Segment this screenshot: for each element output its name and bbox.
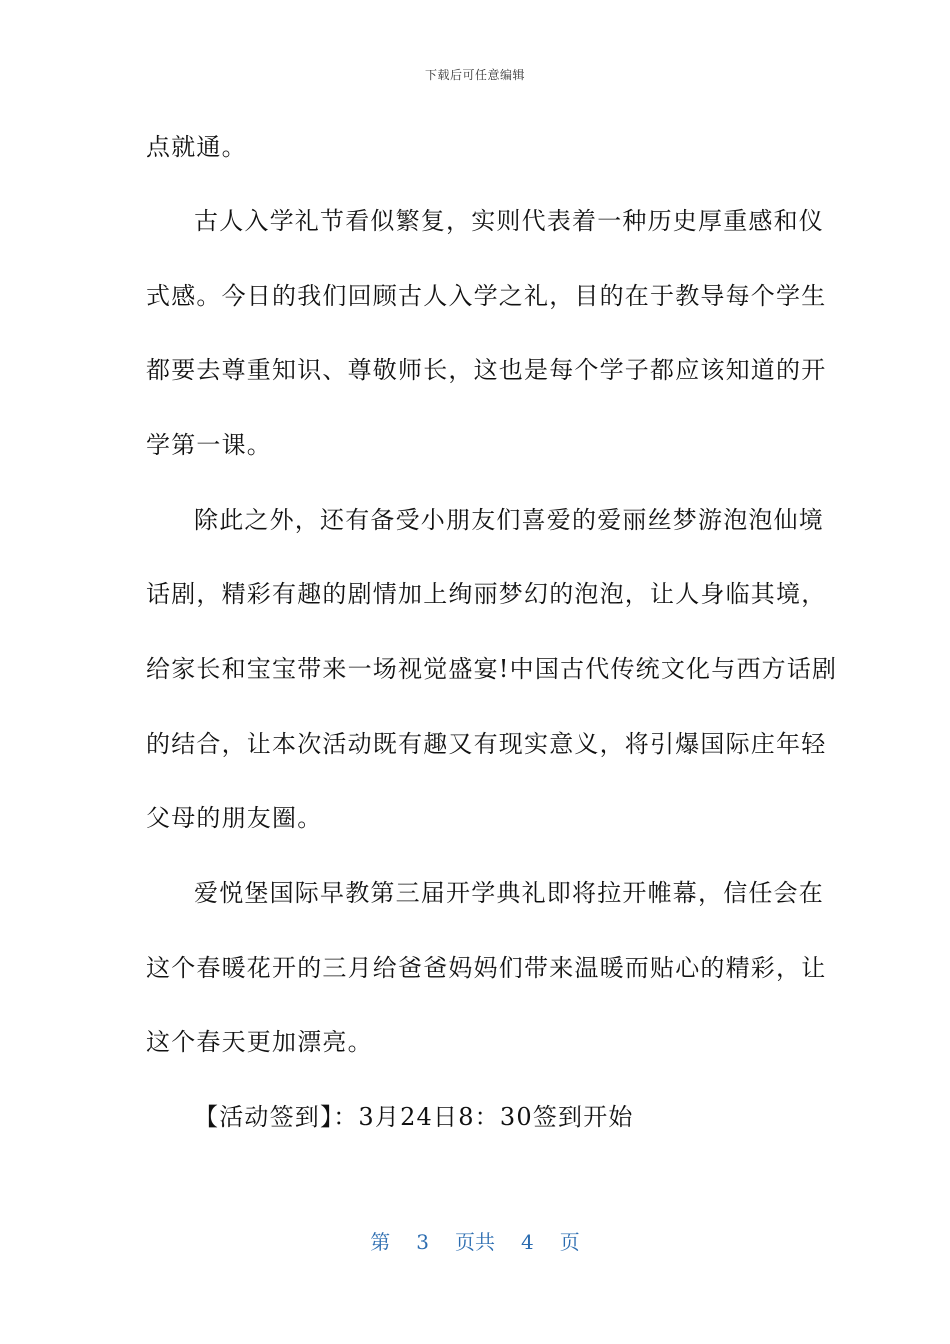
footer-suffix: 页 [559,1230,580,1254]
page-footer [0,1226,950,1255]
body-line: 都要去尊重知识、尊敬师长，这也是每个学子都应该知道的开 [146,356,827,384]
footer-middle: 页共 [455,1230,495,1254]
body-line: 点就通。 [146,133,247,161]
body-line: 给家长和宝宝带来一场视觉盛宴!中国古代传统文化与西方话剧 [146,655,838,683]
footer-prefix: 第 [370,1230,391,1254]
body-line: 学第一课。 [146,431,272,459]
body-line: 这个春天更加漂亮。 [146,1028,373,1056]
body-line: 这个春暖花开的三月给爸爸妈妈们带来温暖而贴心的精彩，让 [146,954,827,982]
body-line: 除此之外，还有备受小朋友们喜爱的爱丽丝梦游泡泡仙境 [194,506,824,534]
body-line: 式感。今日的我们回顾古人入学之礼，目的在于教导每个学生 [146,282,827,310]
body-line: 父母的朋友圈。 [146,804,323,832]
body-line: 爱悦堡国际早教第三届开学典礼即将拉开帷幕，信任会在 [194,879,824,907]
body-line: 古人入学礼节看似繁复，实则代表着一种历史厚重感和仪 [194,207,824,235]
body-line: 【活动签到】：3月24日8：30签到开始 [194,1103,634,1131]
page-header: 下载后可任意编辑 [424,68,525,82]
footer-page-number: 3 [416,1230,429,1254]
body-line: 的结合，让本次活动既有趣又有现实意义，将引爆国际庄年轻 [146,730,827,758]
footer-total-pages: 4 [521,1230,534,1254]
body-line: 话剧，精彩有趣的剧情加上绚丽梦幻的泡泡，让人身临其境， [146,580,827,608]
